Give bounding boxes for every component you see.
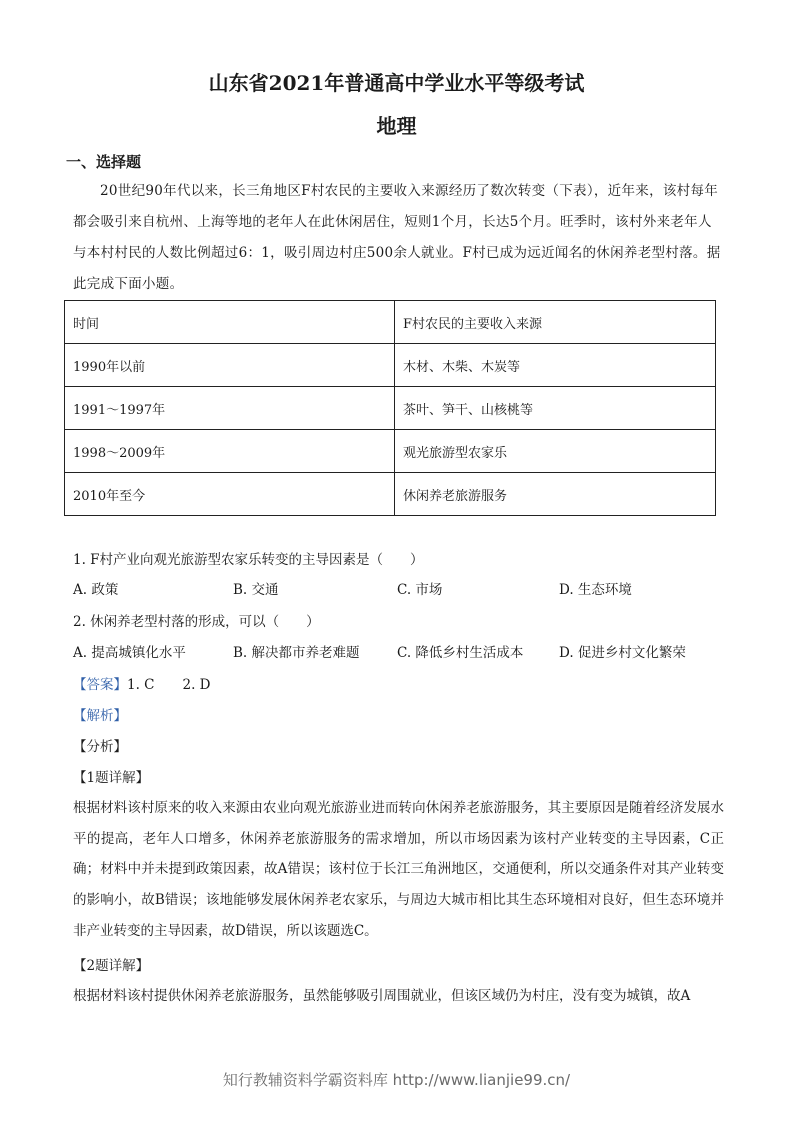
table-cell: 1998～2009年 xyxy=(65,430,395,473)
table-cell: 休闲养老旅游服务 xyxy=(395,473,716,516)
table-header-cell: 时间 xyxy=(65,301,395,344)
exam-title: 山东省2021年普通高中学业水平等级考试 xyxy=(208,71,585,95)
footer-watermark: 知行教辅资料学霸资料库 http://www.lianjie99.cn/ xyxy=(222,1071,571,1089)
question-2-stem: 2. 休闲养老型村落的形成，可以（ ） xyxy=(73,614,320,630)
option-d: D. 促进乡村文化繁荣 xyxy=(559,645,686,661)
table-row xyxy=(65,344,716,387)
option-b: B. 解决都市养老难题 xyxy=(233,645,360,661)
table-cell: 1990年以前 xyxy=(65,344,395,387)
answer-2: 2. D xyxy=(182,677,211,693)
detail-2-label: 【2题详解】 xyxy=(73,958,150,974)
table-header-row xyxy=(65,301,716,344)
income-table xyxy=(64,300,716,516)
analysis-label: 【解析】 xyxy=(73,708,127,724)
option-a: A. 提高城镇化水平 xyxy=(73,645,186,661)
detail-1-label: 【1题详解】 xyxy=(73,770,150,786)
option-c: C. 市场 xyxy=(397,582,443,598)
answer-1: 1. C xyxy=(127,677,155,693)
subject-title: 地理 xyxy=(376,114,417,138)
table-header-cell: F村农民的主要收入来源 xyxy=(395,301,716,344)
question-1-stem: 1. F村产业向观光旅游型农家乐转变的主导因素是（ ） xyxy=(73,552,424,568)
question-2-options xyxy=(73,643,723,663)
detail-2-text: 根据材料该村提供休闲养老旅游服务，虽然能够吸引周围就业，但该区域仍为村庄，没有变为城镇，故A xyxy=(73,988,691,1004)
option-a: A. 政策 xyxy=(73,582,119,598)
table-cell: 观光旅游型农家乐 xyxy=(395,430,716,473)
table-row xyxy=(65,473,716,516)
table-cell: 茶叶、笋干、山核桃等 xyxy=(395,387,716,430)
intro-paragraph: 20世纪90年代以来，长三角地区F村农民的主要收入来源经历了数次转变（下表），近年来，该村每年都会吸引来自杭州、上海等地的老年人在此休闲居住，短则1个月，长达5个月。旺季时，该村外来老年人与本村村民的人数比例超过6：1，吸引周边村庄500余人就业。F村已成为远近闻名的休闲养老型村落。据此完成下面小题。 xyxy=(73,183,721,292)
table-cell: 2010年至今 xyxy=(65,473,395,516)
table-row xyxy=(65,387,716,430)
option-c: C. 降低乡村生活成本 xyxy=(397,645,524,661)
option-b: B. 交通 xyxy=(233,582,279,598)
option-d: D. 生态环境 xyxy=(559,582,632,598)
section-heading: 一、选择题 xyxy=(66,153,142,171)
table-cell: 木材、木柴、木炭等 xyxy=(395,344,716,387)
question-1-options xyxy=(73,580,723,600)
detail-1-text: 根据材料该村原来的收入来源由农业向观光旅游业进而转向休闲养老旅游服务，其主要原因是随着经济发展水平的提高，老年人口增多，休闲养老旅游服务的需求增加，所以市场因素为该村产业转变的主导因素，C正确；材料中并未提到政策因素，故A错误；该村位于长江三角洲地区，交通便利，所以交通条件对其产业转变的影响小，故B错误；该地能够发展休闲养老农家乐，与周边大城市相比其生态环境相对良好，但生态环境并非产业转变的主导因素，故D错误，所以该题选C。 xyxy=(73,800,724,939)
answer-label: 【答案】 xyxy=(73,677,127,693)
table-row xyxy=(65,430,716,473)
table-cell: 1991～1997年 xyxy=(65,387,395,430)
answer-line xyxy=(73,675,211,695)
fenxi-label: 【分析】 xyxy=(73,739,127,755)
